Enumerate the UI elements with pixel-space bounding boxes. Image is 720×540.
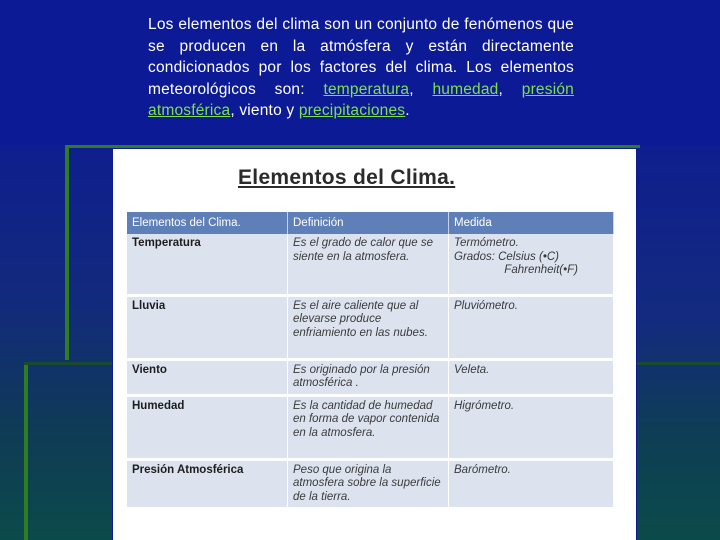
table-header-row (127, 212, 614, 234)
header-elementos: Elementos del Clima. (127, 212, 288, 234)
card-title: Elementos del Clima. (238, 166, 456, 189)
decorative-line (65, 145, 69, 360)
table-row (127, 359, 614, 395)
cell-elemento: Temperatura (127, 234, 288, 295)
medida-line: Termómetro. (454, 237, 519, 249)
cell-medida: Barómetro. (449, 459, 614, 509)
header-medida: Medida (449, 212, 614, 234)
decorative-line (65, 145, 640, 148)
cell-definicion: Es el aire caliente que al elevarse produce enfriamiento en las nubes. (288, 295, 449, 359)
cell-definicion: Es la cantidad de humedad en forma de vapor contenida en la atmosfera. (288, 395, 449, 459)
table-row (127, 395, 614, 459)
cell-definicion: Es originado por la presión atmosférica . (288, 359, 449, 395)
intro-separator: , (498, 80, 522, 98)
intro-paragraph (148, 14, 574, 122)
decorative-line (24, 362, 112, 365)
link-humedad[interactable]: humedad (432, 80, 499, 98)
table-row (127, 459, 614, 509)
link-precipitaciones[interactable]: precipitaciones (298, 102, 406, 120)
cell-elemento: Lluvia (127, 295, 288, 359)
decorative-line (24, 362, 28, 540)
intro-text: Los elementos del clima son un conjunto de fenómenos que se producen en la atmósfera y están directamente condicionados por los factores del clima. Los elementos meteorológicos son: (148, 16, 574, 98)
link-presion-atmosferica[interactable]: presión atmosférica (148, 80, 574, 120)
cell-medida: Pluviómetro. (449, 295, 614, 359)
slide-background-right-panel (637, 145, 720, 540)
cell-elemento: Presión Atmosférica (127, 459, 288, 509)
cell-medida (449, 234, 614, 295)
clima-table (127, 212, 614, 510)
cell-definicion: Es el grado de calor que se siente en la atmosfera. (288, 234, 449, 295)
medida-line: Grados: Celsius (•C) (454, 250, 559, 263)
cell-elemento: Humedad (127, 395, 288, 459)
cell-medida: Higrómetro. (449, 395, 614, 459)
slide-background-left-panel (0, 145, 112, 540)
cell-elemento: Viento (127, 359, 288, 395)
header-definicion: Definición (288, 212, 449, 234)
decorative-line (637, 362, 720, 365)
cell-definicion: Peso que origina la atmosfera sobre la superficie de la tierra. (288, 459, 449, 509)
intro-separator: , (409, 80, 433, 98)
intro-end: . (405, 102, 410, 120)
link-temperatura[interactable]: temperatura (323, 80, 410, 98)
intro-separator: , viento y (230, 102, 299, 120)
table-row (127, 295, 614, 359)
cell-medida: Veleta. (449, 359, 614, 395)
medida-line: Fahrenheit(•F) (504, 264, 578, 276)
table-row (127, 234, 614, 295)
